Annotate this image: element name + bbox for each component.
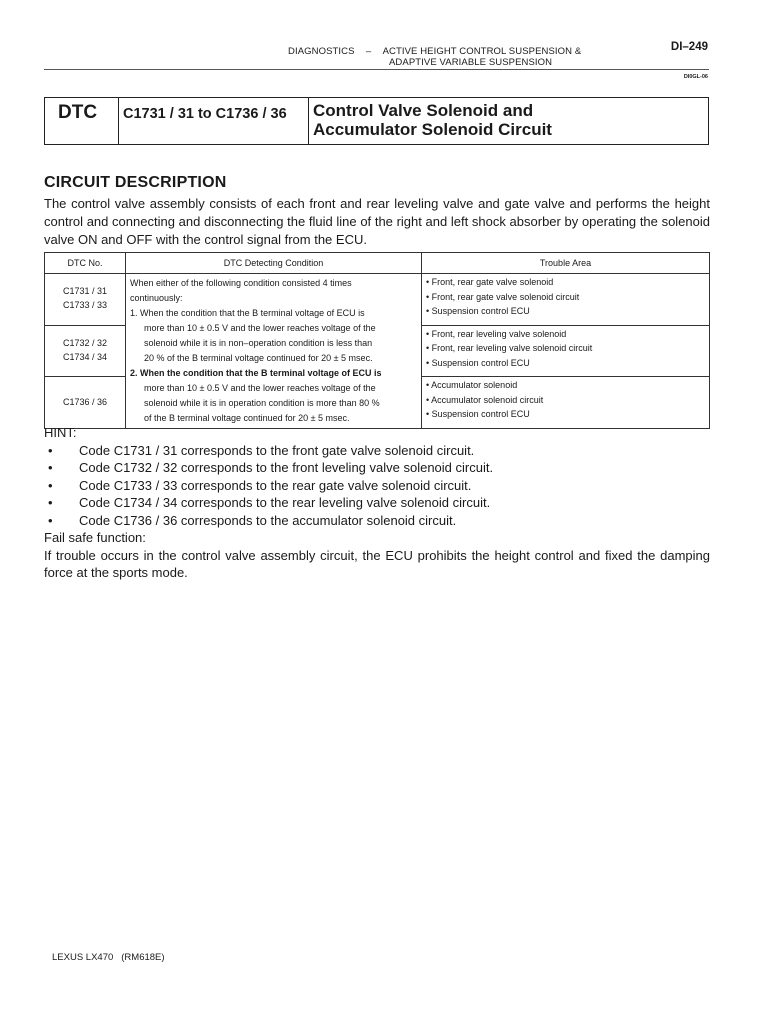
trouble-area-list — [422, 274, 709, 319]
list-item — [44, 459, 710, 477]
dtc-title-box — [44, 97, 709, 145]
trouble-area-item: • Suspension control ECU — [426, 409, 530, 420]
bullet-marker: • — [48, 495, 53, 510]
dtc-label: DTC — [45, 98, 119, 144]
header-dtc-no: DTC No. — [45, 253, 126, 274]
dtc-code: C1734 / 34 — [62, 351, 108, 362]
condition-item-2: 2. When the condition that the B terminal voltage of ECU is — [130, 368, 382, 378]
dtc-title-line2: Accumulator Solenoid Circuit — [313, 120, 552, 139]
dtc-code: C1732 / 32 — [62, 337, 108, 348]
detecting-condition-cell — [126, 274, 422, 429]
trouble-area-cell — [422, 274, 710, 326]
trouble-area-item: • Front, rear leveling valve solenoid — [426, 328, 567, 339]
condition-item-2: more than 10 ± 0.5 V and the lower reaches voltage of the — [144, 383, 376, 393]
trouble-area-item: • Accumulator solenoid circuit — [426, 394, 544, 405]
condition-intro: continuously: — [130, 293, 183, 303]
dtc-title — [309, 98, 708, 144]
footer-model: LEXUS LX470 — [52, 952, 114, 963]
detecting-condition-text — [126, 274, 421, 428]
hint-item-text: Code C1734 / 34 corresponds to the rear leveling valve solenoid circuit. — [79, 495, 491, 510]
condition-intro: When either of the following condition consisted 4 times — [130, 278, 352, 288]
trouble-area-item: • Front, rear gate valve solenoid — [426, 277, 554, 287]
bullet-marker: • — [48, 512, 53, 528]
trouble-area-cell — [422, 377, 710, 429]
header-section: DIAGNOSTICS — [288, 46, 355, 57]
dtc-no-cell — [45, 325, 126, 377]
list-item — [44, 477, 710, 495]
dtc-no-cell — [45, 377, 126, 429]
trouble-area-item: • Front, rear gate valve solenoid circuit — [426, 291, 580, 302]
hint-section — [44, 424, 710, 582]
hint-item-text: Code C1733 / 33 corresponds to the rear gate valve solenoid circuit. — [79, 477, 472, 493]
trouble-area-item: • Suspension control ECU — [426, 357, 530, 368]
hint-item-text: Code C1736 / 36 corresponds to the accumulator solenoid circuit. — [79, 512, 457, 528]
dtc-code: C1736 / 36 — [62, 397, 108, 408]
table-header-row — [45, 253, 710, 274]
header-subsection-line1: ACTIVE HEIGHT CONTROL SUSPENSION & — [382, 46, 582, 57]
list-item — [44, 512, 710, 530]
page-number: DI–249 — [670, 41, 708, 53]
condition-item-1: 1. When the condition that the B terminal voltage of ECU is — [130, 308, 365, 318]
circuit-description-text: The control valve assembly consists of each front and rear leveling valve and gate valve and performs the height control and connecting and disconnecting the fluid line of the right and left shock absorber by operating the solenoid valve ON and OFF with the control signal from the ECU. — [44, 196, 710, 247]
hint-item-text: Code C1731 / 31 corresponds to the front gate valve solenoid circuit. — [79, 442, 475, 458]
hint-item-text: Code C1732 / 32 corresponds to the front leveling valve solenoid circuit. — [79, 460, 494, 475]
running-header — [288, 46, 581, 68]
header-trouble-area: Trouble Area — [422, 253, 710, 274]
footer-manual-code: (RM618E) — [121, 952, 165, 963]
condition-item-1: more than 10 ± 0.5 V and the lower reaches voltage of the — [144, 323, 376, 333]
dtc-code: C1733 / 33 — [62, 300, 108, 310]
fail-safe-label: Fail safe function: — [44, 530, 146, 545]
trouble-area-list — [422, 377, 709, 422]
trouble-area-item: • Front, rear leveling valve solenoid circuit — [426, 343, 593, 354]
section-heading: CIRCUIT DESCRIPTION — [44, 174, 227, 191]
header-divider — [44, 69, 709, 70]
dtc-table — [44, 252, 710, 429]
hint-label: HINT: — [44, 425, 77, 440]
document-code: DI0GL-06 — [683, 74, 708, 80]
condition-item-1: 20 % of the B terminal voltage continued for 20 ± 5 msec. — [144, 353, 373, 363]
condition-item-2: solenoid while it is in operation condition is more than 80 % — [144, 398, 380, 408]
trouble-area-item: • Accumulator solenoid — [426, 380, 518, 391]
header-subsection-line2: ADAPTIVE VARIABLE SUSPENSION — [389, 57, 553, 68]
list-item — [44, 442, 710, 460]
fail-safe-text: If trouble occurs in the control valve assembly circuit, the ECU prohibits the height control and fixed the damping force at the sports mode. — [44, 547, 710, 580]
dtc-code-range: C1731 / 31 to C1736 / 36 — [119, 98, 309, 144]
dtc-code: C1731 / 31 — [62, 286, 108, 296]
bullet-marker: • — [48, 477, 53, 493]
condition-item-1: solenoid while it is in non–operation condition is less than — [144, 338, 373, 348]
trouble-area-item: • Suspension control ECU — [426, 306, 530, 316]
trouble-area-cell — [422, 325, 710, 377]
condition-item-2: of the B terminal voltage continued for 20 ± 5 msec. — [144, 413, 350, 423]
header-dash: – — [365, 46, 372, 57]
page-footer — [52, 952, 165, 963]
table-row — [45, 274, 710, 326]
header-line-1 — [288, 46, 581, 57]
bullet-marker: • — [48, 442, 53, 458]
dtc-no-cell — [45, 274, 126, 326]
dtc-title-line1: Control Valve Solenoid and — [313, 101, 534, 120]
trouble-area-list — [422, 326, 709, 371]
header-detecting-condition: DTC Detecting Condition — [126, 253, 422, 274]
bullet-marker: • — [48, 460, 53, 475]
list-item — [44, 494, 710, 512]
